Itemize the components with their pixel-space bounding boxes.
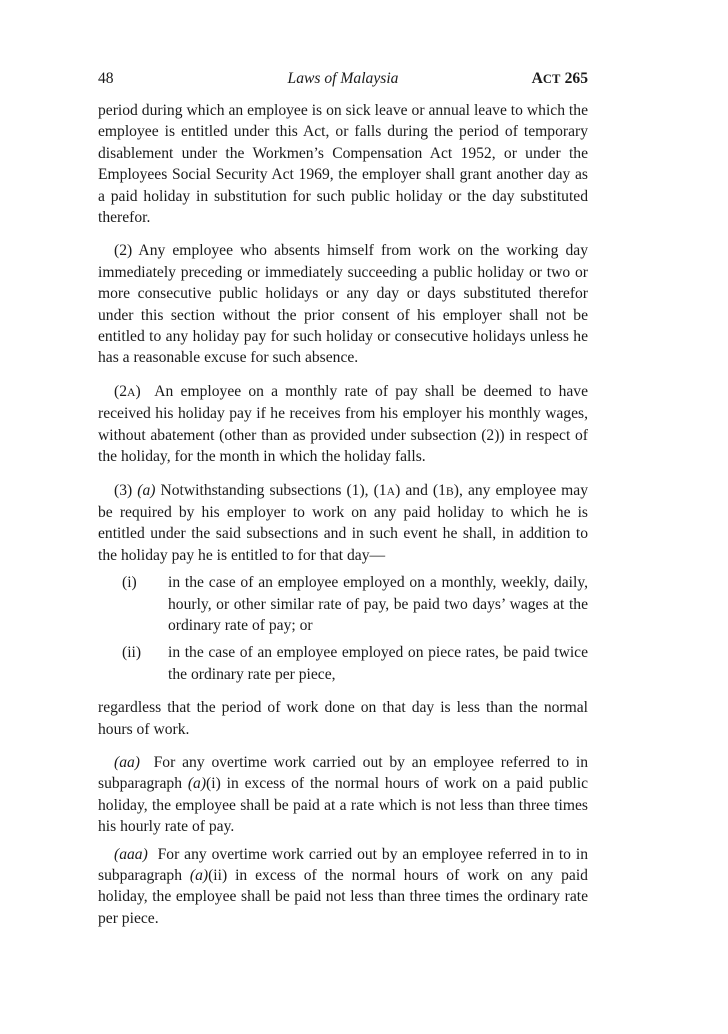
list-item-i (98, 572, 588, 636)
subsection-2a-number-open: (2 (114, 382, 127, 400)
list-item-ii-number: (ii) (122, 644, 142, 662)
paragraph-aaa-text-1: For any overtime work carried out by an employee referred in to in subparagraph (98, 845, 588, 884)
subsection-3-text-3: ), any employee may be required by his employer to work on any paid holiday to which he is entitled under the said subsections and in such event he shall, in addition to the holiday pay he is entitled to for that day— (98, 481, 589, 564)
subsection-2a (98, 381, 588, 468)
paragraph-regardless: regardless that the period of work done on that day is less than the normal hours of work. (98, 699, 588, 738)
subsection-3 (98, 480, 588, 567)
paragraph-aaa-ref: (a) (189, 867, 209, 884)
subsection-3-para-a: (a) (137, 481, 156, 499)
page-number: 48 (98, 70, 114, 87)
act-label-initial: A (531, 70, 543, 87)
document-page (98, 68, 588, 929)
subsection-2a-text: An employee on a monthly rate of pay shall be deemed to have received his holiday pay if he receives from his employer his monthly wages, without abatement (other than as provided under subsection (2)) in respect of the holiday, for the month in which the holiday falls. (98, 382, 589, 466)
list-item-ii (98, 642, 588, 685)
subsection-2a-number-letter: A (127, 384, 136, 399)
paragraph-aaa (98, 844, 588, 930)
subsection-2a-number-close: ) (135, 382, 141, 400)
subsection-3-sc-1: A (386, 483, 396, 498)
paragraph-continuation: period during which an employee is on sick leave or annual leave to which the employee is entitled under this Act, or falls during the period of temporary disablement under the Workmen’s Compensation Act 1952, or under the Employees Social Security Act 1969, the employer shall grant another day as a paid holiday in substitution for such public holiday or the day substituted therefor. (98, 102, 588, 227)
paragraph-aa-ref: (a) (187, 775, 207, 793)
paragraph-aa (98, 752, 588, 838)
subsection-3-text-2: ) and (1 (395, 481, 446, 499)
subsection-3-text-1: Notwithstanding subsections (1), (1 (160, 481, 387, 499)
list-item-i-number: (i) (122, 574, 137, 592)
running-title: Laws of Malaysia (287, 70, 399, 87)
act-label (532, 68, 588, 90)
subsection-2: (2) Any employee who absents himself from work on the working day immediately preceding or immediately succeeding a public holiday or two or more consecutive public holidays or any day or days substituted therefor under this section without the prior consent of his employer shall not be entitled to any holiday pay for such holiday or consecutive holidays unless he has a reasonable excuse for such absence. (98, 242, 588, 367)
subsection-3-sc-2: B (445, 483, 454, 498)
paragraph-aaa-text-2: (ii) in excess of the normal hours of work on any paid holiday, the employee shall be paid not less than three times the ordinary rate per piece. (98, 867, 588, 927)
list-item-ii-text: in the case of an employee employed on piece rates, be paid twice the ordinary rate per piece, (168, 644, 588, 683)
paragraph-aa-text-2: (i) in excess of the normal hours of work on a paid public holiday, the employee shall be paid at a rate which is not less than three times his hourly rate of pay. (98, 775, 588, 836)
paragraph-aa-text-1: For any overtime work carried out by an employee referred to in subparagraph (98, 753, 588, 793)
page-header (98, 68, 588, 90)
act-label-smallcaps: CT (542, 72, 561, 86)
list-item-i-text: in the case of an employee employed on a monthly, weekly, daily, hourly, or other similar rate of pay, be paid two days’ wages at the ordinary rate of pay; or (168, 574, 588, 634)
subsection-3-number: (3) (114, 481, 133, 499)
paragraph-aaa-number: (aaa) (114, 845, 148, 863)
paragraph-aa-number: (aa) (114, 753, 140, 771)
act-number: 265 (564, 70, 588, 87)
